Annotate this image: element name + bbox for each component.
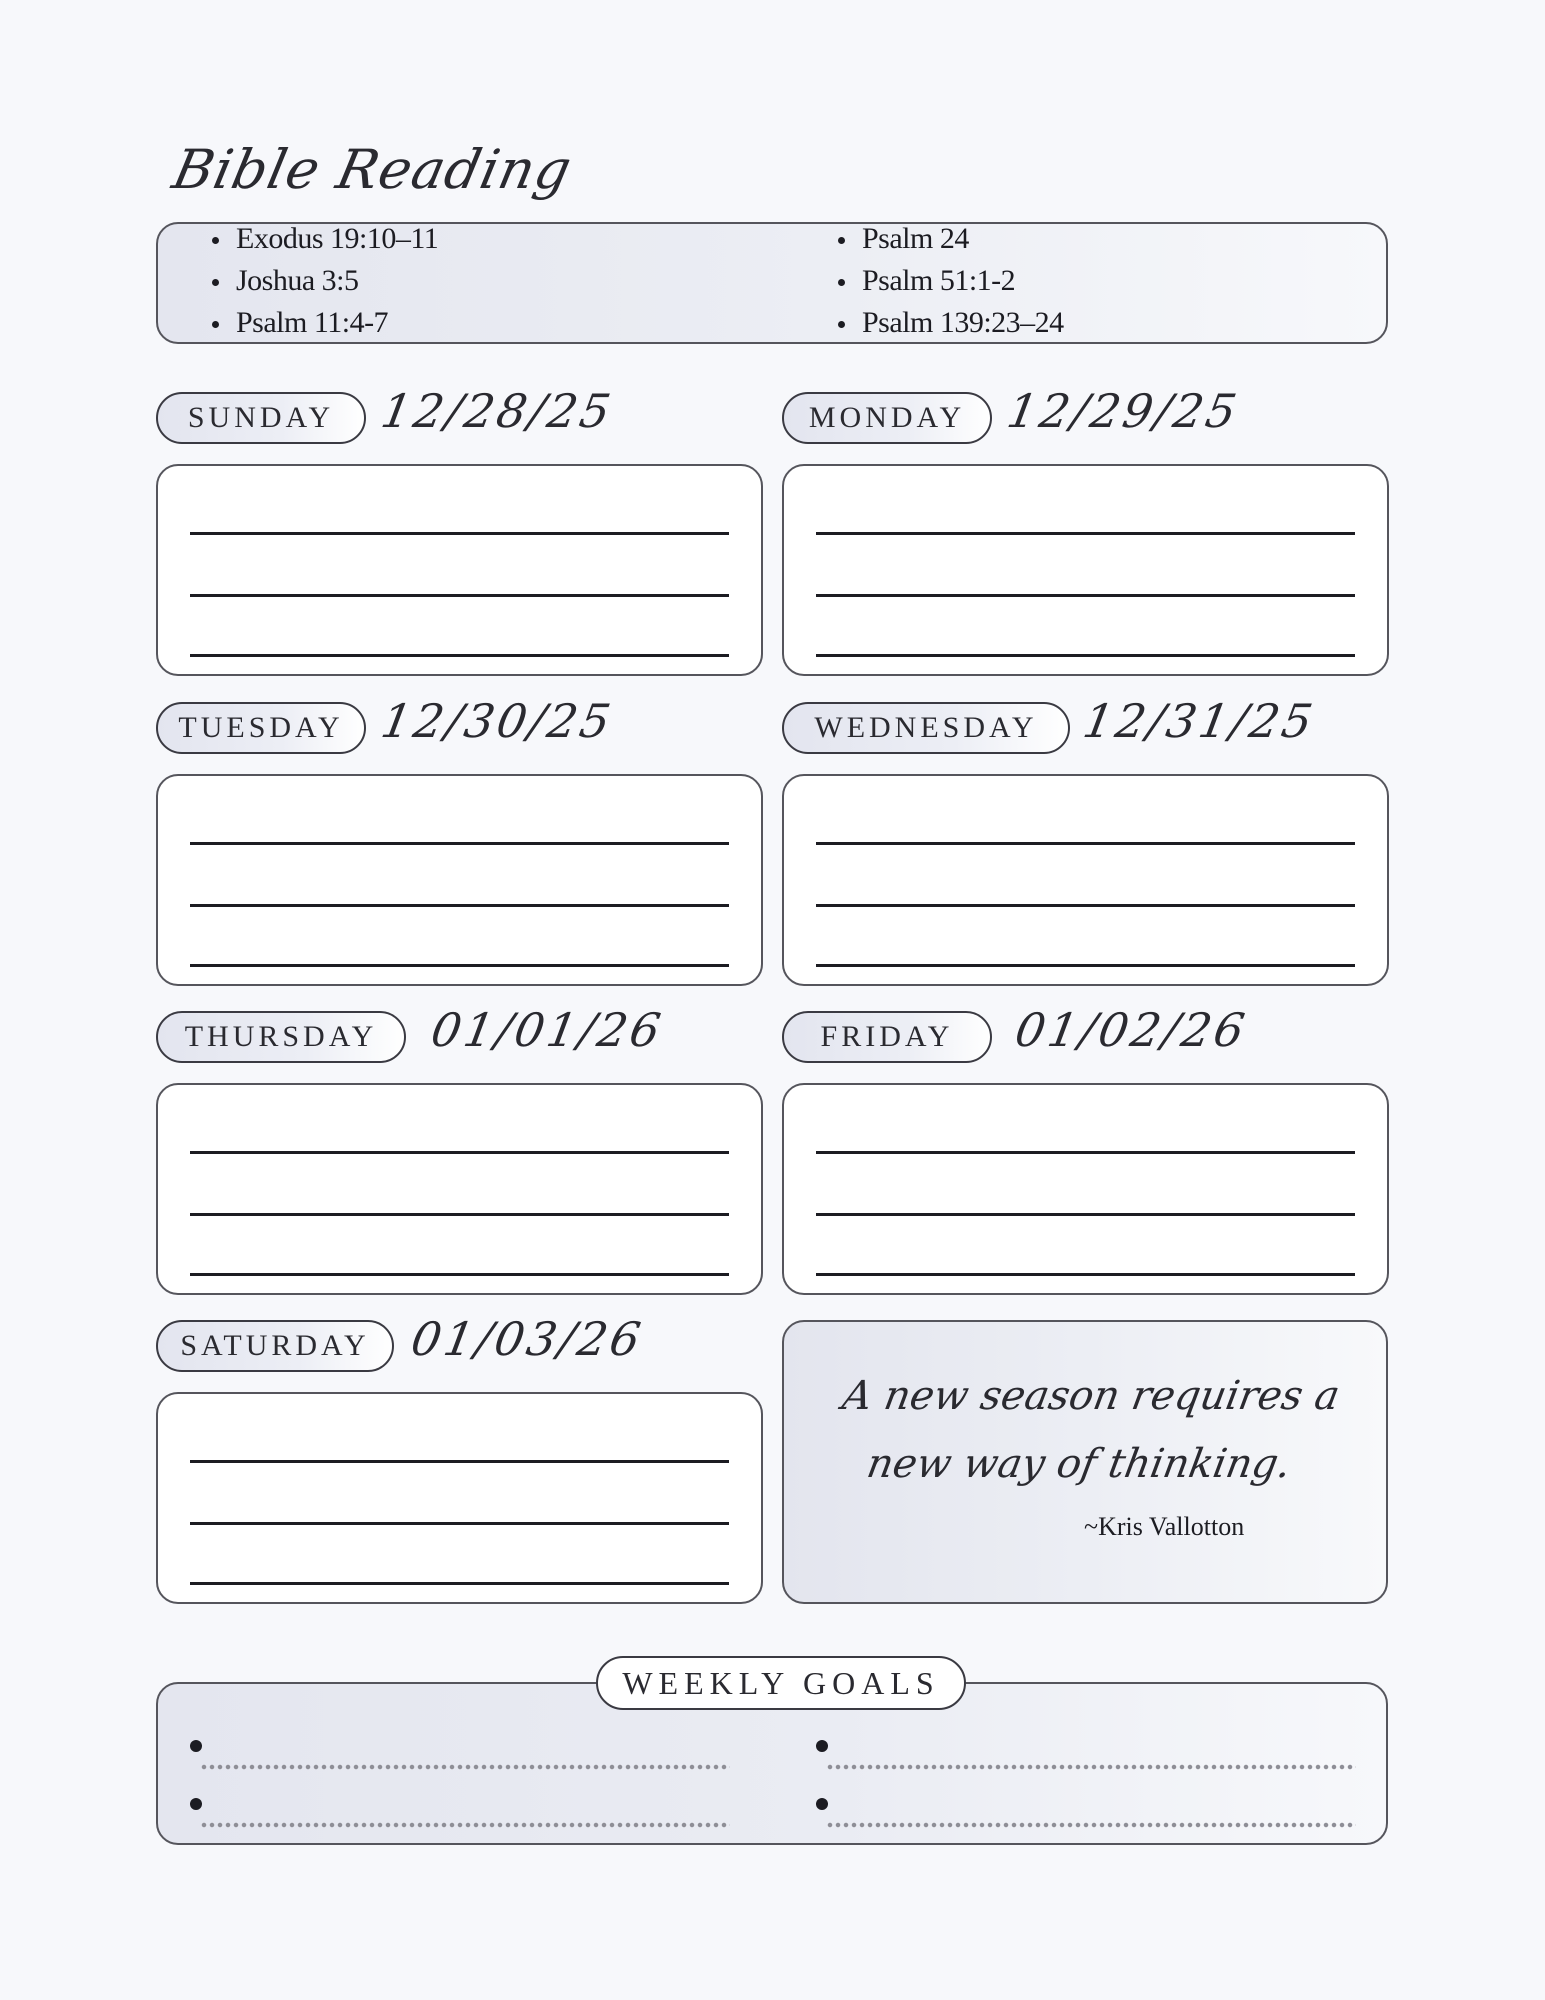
day-label-monday: MONDAY xyxy=(782,392,992,444)
bullet-icon xyxy=(816,1740,828,1752)
write-line xyxy=(190,842,729,845)
page-title: Bible Reading xyxy=(167,138,578,201)
goal-item[interactable] xyxy=(816,1798,1356,1838)
bullet-icon xyxy=(190,1798,202,1810)
goal-item[interactable] xyxy=(816,1740,1356,1780)
day-label-tuesday: TUESDAY xyxy=(156,702,366,754)
bullet-icon xyxy=(190,1740,202,1752)
write-line xyxy=(816,1273,1355,1276)
notes-box-wednesday[interactable] xyxy=(782,774,1389,986)
date-monday: 12/29/25 xyxy=(1003,384,1244,438)
notes-box-monday[interactable] xyxy=(782,464,1389,676)
write-line xyxy=(190,532,729,535)
notes-box-thursday[interactable] xyxy=(156,1083,763,1295)
reading-item: Joshua 3:5 xyxy=(236,260,438,302)
write-line xyxy=(816,904,1355,907)
weekly-goals-label: WEEKLY GOALS xyxy=(596,1656,966,1710)
reading-item: Psalm 139:23–24 xyxy=(862,302,1064,344)
date-wednesday: 12/31/25 xyxy=(1079,694,1320,748)
date-sunday: 12/28/25 xyxy=(377,384,618,438)
goal-item[interactable] xyxy=(190,1798,730,1838)
day-label-saturday: SATURDAY xyxy=(156,1320,394,1372)
goal-item[interactable] xyxy=(190,1740,730,1780)
write-line xyxy=(190,654,729,657)
reading-item: Psalm 24 xyxy=(862,218,1064,260)
write-line xyxy=(816,964,1355,967)
day-label-sunday: SUNDAY xyxy=(156,392,366,444)
write-line xyxy=(190,1273,729,1276)
dotted-line xyxy=(200,1764,730,1770)
date-friday: 01/02/26 xyxy=(1011,1003,1252,1057)
dotted-line xyxy=(200,1822,730,1828)
day-label-friday: FRIDAY xyxy=(782,1011,992,1063)
notes-box-tuesday[interactable] xyxy=(156,774,763,986)
bullet-icon xyxy=(816,1798,828,1810)
dotted-line xyxy=(826,1822,1356,1828)
write-line xyxy=(190,1460,729,1463)
write-line xyxy=(816,1151,1355,1154)
notes-box-saturday[interactable] xyxy=(156,1392,763,1604)
write-line xyxy=(190,1151,729,1154)
day-label-thursday: THURSDAY xyxy=(156,1011,406,1063)
notes-box-friday[interactable] xyxy=(782,1083,1389,1295)
reading-item: Psalm 11:4-7 xyxy=(236,302,438,344)
write-line xyxy=(190,594,729,597)
write-line xyxy=(816,532,1355,535)
write-line xyxy=(816,654,1355,657)
reading-item: Exodus 19:10–11 xyxy=(236,218,438,260)
write-line xyxy=(816,594,1355,597)
quote-author: ~Kris Vallotton xyxy=(1084,1512,1245,1541)
notes-box-sunday[interactable] xyxy=(156,464,763,676)
date-saturday: 01/03/26 xyxy=(407,1312,648,1366)
bible-reading-list-right xyxy=(828,218,1064,344)
quote-box xyxy=(782,1320,1388,1604)
write-line xyxy=(190,1522,729,1525)
quote-text: A new season requires a new way of thinking. xyxy=(838,1373,1344,1487)
write-line xyxy=(190,1582,729,1585)
day-label-wednesday: WEDNESDAY xyxy=(782,702,1070,754)
reading-item: Psalm 51:1-2 xyxy=(862,260,1064,302)
write-line xyxy=(190,904,729,907)
date-tuesday: 12/30/25 xyxy=(377,694,618,748)
dotted-line xyxy=(826,1764,1356,1770)
bible-reading-list-left xyxy=(202,218,438,344)
date-thursday: 01/01/26 xyxy=(427,1003,668,1057)
write-line xyxy=(816,1213,1355,1216)
write-line xyxy=(816,842,1355,845)
write-line xyxy=(190,964,729,967)
write-line xyxy=(190,1213,729,1216)
